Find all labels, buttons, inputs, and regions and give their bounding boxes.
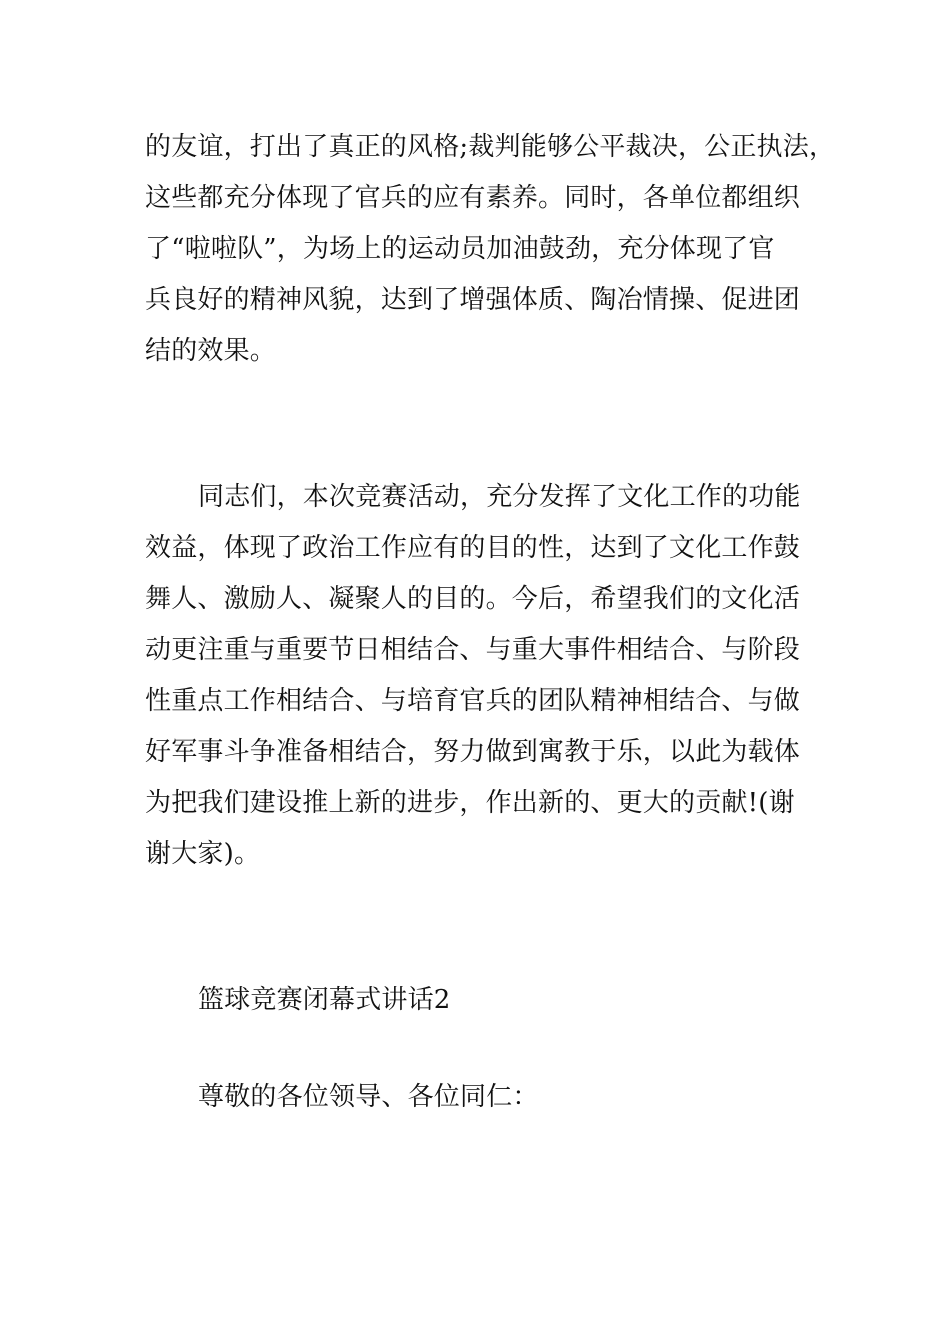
paragraph-2-line-6: 好军事斗争准备相结合，努力做到寓教于乐，以此为载体 [145,737,801,767]
paragraph-1-line-2: 这些都充分体现了官兵的应有素养。同时，各单位都组织 [145,183,801,213]
paragraph-1-line-3: 了“啦啦队”，为场上的运动员加油鼓劲，充分体现了官 [145,234,775,264]
paragraph-2-line-7: 为把我们建设推上新的进步，作出新的、更大的贡献!(谢 [145,788,795,818]
paragraph-1-line-5: 结的效果。 [145,336,277,366]
paragraph-1-line-4: 兵良好的精神风貌，达到了增强体质、陶冶情操、促进团 [145,285,801,315]
paragraph-2-line-3: 舞人、激励人、凝聚人的目的。今后，希望我们的文化活 [145,584,801,614]
section-heading: 篮球竞赛闭幕式讲话2 [198,985,451,1015]
salutation: 尊敬的各位领导、各位同仁： [198,1082,539,1112]
paragraph-2-line-5: 性重点工作相结合、与培育官兵的团队精神相结合、与做 [145,686,801,716]
paragraph-2-line-1: 同志们，本次竞赛活动，充分发挥了文化工作的功能 [198,482,801,512]
paragraph-2-line-8: 谢大家)。 [145,839,261,869]
paragraph-2-line-2: 效益，体现了政治工作应有的目的性，达到了文化工作鼓 [145,533,801,563]
paragraph-1-line-1: 的友谊，打出了真正的风格;裁判能够公平裁决，公正执法， [145,132,836,162]
paragraph-2-line-4: 动更注重与重要节日相结合、与重大事件相结合、与阶段 [145,635,801,665]
